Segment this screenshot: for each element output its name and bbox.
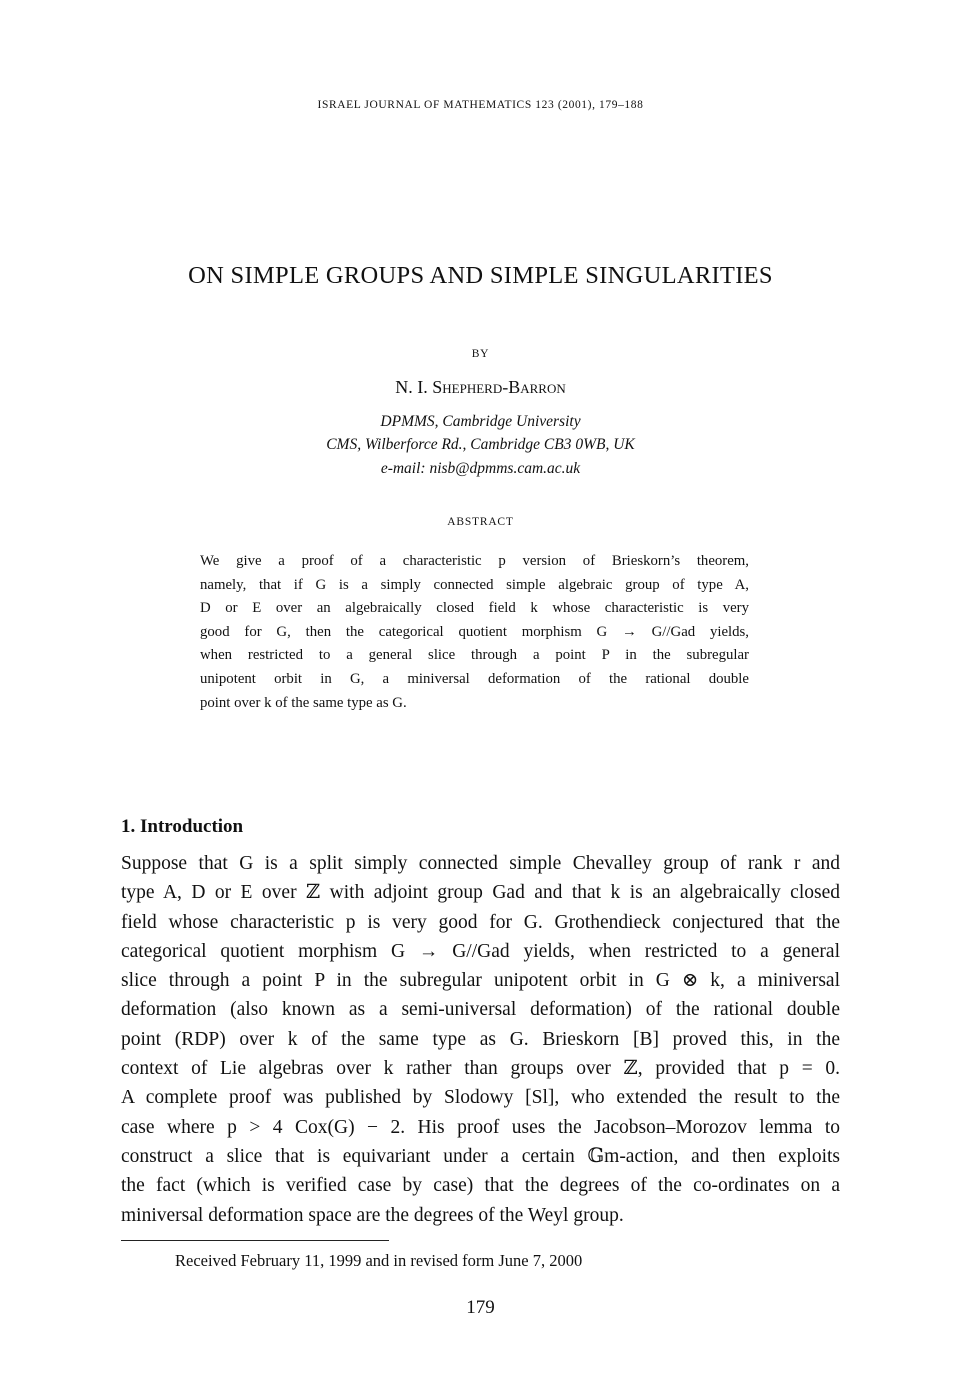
running-head: ISRAEL JOURNAL OF MATHEMATICS 123 (2001), 179–188 xyxy=(317,99,644,111)
introduction-paragraph xyxy=(121,849,840,1230)
author-email: e-mail: nisb@dpmms.cam.ac.uk xyxy=(380,460,581,477)
body-line: context of Lie algebras over k rather than groups over ℤ, provided that p = 0. xyxy=(121,1058,840,1080)
abstract-line: unipotent orbit in G, a miniversal deformation of the rational double xyxy=(200,670,749,687)
body-line: field whose characteristic p is very good for G. Grothendieck conjectured that the xyxy=(121,911,840,933)
abstract-line: We give a proof of a characteristic p version of Brieskorn’s theorem, xyxy=(200,553,749,569)
received-footnote: Received February 11, 1999 and in revised form June 7, 2000 xyxy=(175,1251,583,1270)
paper-title: ON SIMPLE GROUPS AND SIMPLE SINGULARITIES xyxy=(188,262,773,289)
abstract-line: when restricted to a general slice through a point P in the subregular xyxy=(200,647,749,664)
body-line: construct a slice that is equivariant under a certain 𝔾m-action, and then exploits xyxy=(121,1145,840,1167)
abstract-body xyxy=(200,550,749,715)
author-name: N. I. Shepherd-Barron xyxy=(395,377,566,397)
abstract-line: good for G, then the categorical quotient morphism G → G//Gad yields, xyxy=(200,623,749,640)
page-number: 179 xyxy=(466,1297,495,1318)
abstract-line: D or E over an algebraically closed field k whose characteristic is very xyxy=(200,600,749,617)
abstract-line: point over k of the same type as G. xyxy=(200,694,407,711)
affiliation-line: CMS, Wilberforce Rd., Cambridge CB3 0WB, UK xyxy=(326,436,635,453)
body-line: slice through a point P in the subregular unipotent orbit in G ⊗ k, a miniversal xyxy=(121,970,840,992)
by-label: BY xyxy=(471,348,490,360)
body-line: Suppose that G is a split simply connected simple Chevalley group of rank r and xyxy=(121,853,840,874)
body-line: deformation (also known as a semi-universal deformation) of the rational double xyxy=(121,999,840,1021)
body-line: type A, D or E over ℤ with adjoint group Gad and that k is an algebraically closed xyxy=(121,882,840,904)
body-line: miniversal deformation space are the degrees of the Weyl group. xyxy=(121,1204,624,1226)
body-line: A complete proof was published by Slodowy [Sl], who extended the result to the xyxy=(121,1087,840,1109)
abstract-heading: ABSTRACT xyxy=(447,516,514,528)
section-heading: 1. Introduction xyxy=(121,816,244,837)
body-line: the fact (which is verified case by case) that the degrees of the co-ordinates on a xyxy=(121,1175,840,1197)
affiliation-line: DPMMS, Cambridge University xyxy=(380,413,581,430)
body-line: point (RDP) over k of the same type as G. Brieskorn [B] proved this, in the xyxy=(121,1028,840,1050)
abstract-line: namely, that if G is a simply connected simple algebraic group of type A, xyxy=(200,576,749,593)
body-line: case where p > 4 Cox(G) − 2. His proof uses the Jacobson–Morozov lemma to xyxy=(121,1116,840,1138)
footnote-divider xyxy=(121,1240,389,1241)
body-line: categorical quotient morphism G → G//Gad yields, when restricted to a general xyxy=(121,940,840,962)
